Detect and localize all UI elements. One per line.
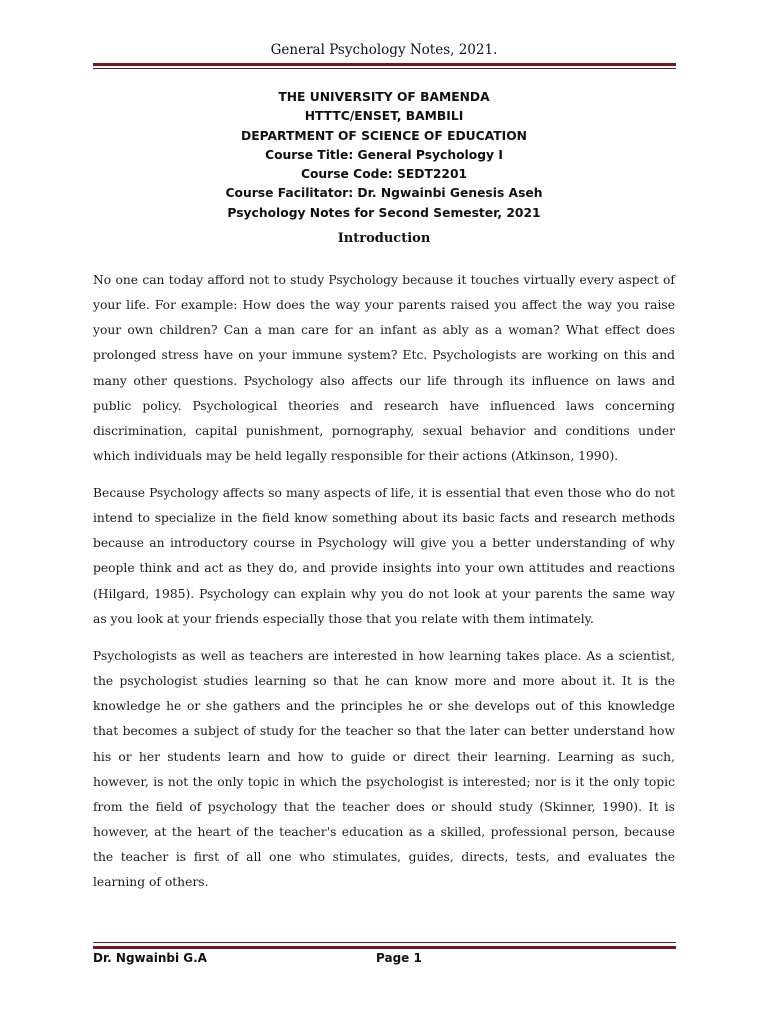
footer-rule-thick (93, 946, 676, 949)
document-title-block (0, 88, 768, 223)
body-paragraph-3: Psychologists as well as teachers are interested in how learning takes place. As a scientist, the psychologist studies learning so that he can know more and more about it. It is the knowledge he or she gathers and the principles he or she develops out of this knowledge that becomes a subject of study for the teacher so that the later can better understand how his or her students learn and how to guide or direct their learning. Learning as such, however, is not the only topic in which the psychologist is interested; nor is it the only topic from the field of psychology that the teacher does or should study (Skinner, 1990). It is however, at the heart of the teacher's education as a skilled, professional person, because the teacher is first of all one who stimulates, guides, directs, tests, and evaluates the learning of others. (93, 649, 675, 890)
footer-page-number: Page 1 (376, 951, 422, 965)
course-code: Course Code: SEDT2201 (300, 167, 468, 182)
body-paragraph-2: Because Psychology affects so many aspects of life, it is essential that even those who do not intend to specialize in the field know something about its basic facts and research methods because an introductory course in Psychology will give you a better understanding of why people think and act as they do, and provide insights into your own attitudes and reactions (Hilgard, 1985). Psychology can explain why you do not look at your parents the same way as you look at your friends especially those that you relate with them intimately. (93, 486, 675, 626)
department-name: DEPARTMENT OF SCIENCE OF EDUCATION (241, 128, 527, 143)
school-name: HTTTC/ENSET, BAMBILI (304, 109, 464, 124)
header-rule-thick (93, 63, 676, 66)
course-title: Course Title: General Psychology I (265, 147, 503, 162)
footer-author: Dr. Ngwainbi G.A (93, 951, 207, 965)
footer-rule-thin (93, 942, 676, 943)
running-header-title: General Psychology Notes, 2021. (270, 42, 498, 58)
section-heading-introduction: Introduction (337, 231, 431, 246)
course-facilitator: Course Facilitator: Dr. Ngwainbi Genesis Aseh (225, 186, 543, 201)
notes-semester: Psychology Notes for Second Semester, 2021 (227, 205, 541, 220)
university-name: THE UNIVERSITY OF BAMENDA (278, 90, 490, 104)
body-paragraph-1: No one can today afford not to study Psychology because it touches virtually every aspect of your life. For example: How does the way your parents raised you affect the way you raise your own children? Can a man care for an infant as ably as a woman? What effect does prolonged stress have on your immune system? Etc. Psychologists are working on this and many other questions. Psychology also affects our life through its influence on laws and public policy. Psychological theories and research have influenced laws concerning discrimination, capital punishment, pornography, sexual behavior and conditions under which individuals may be held legally responsible for their actions (Atkinson, 1990). (93, 273, 675, 464)
header-rule-thin (93, 68, 676, 69)
